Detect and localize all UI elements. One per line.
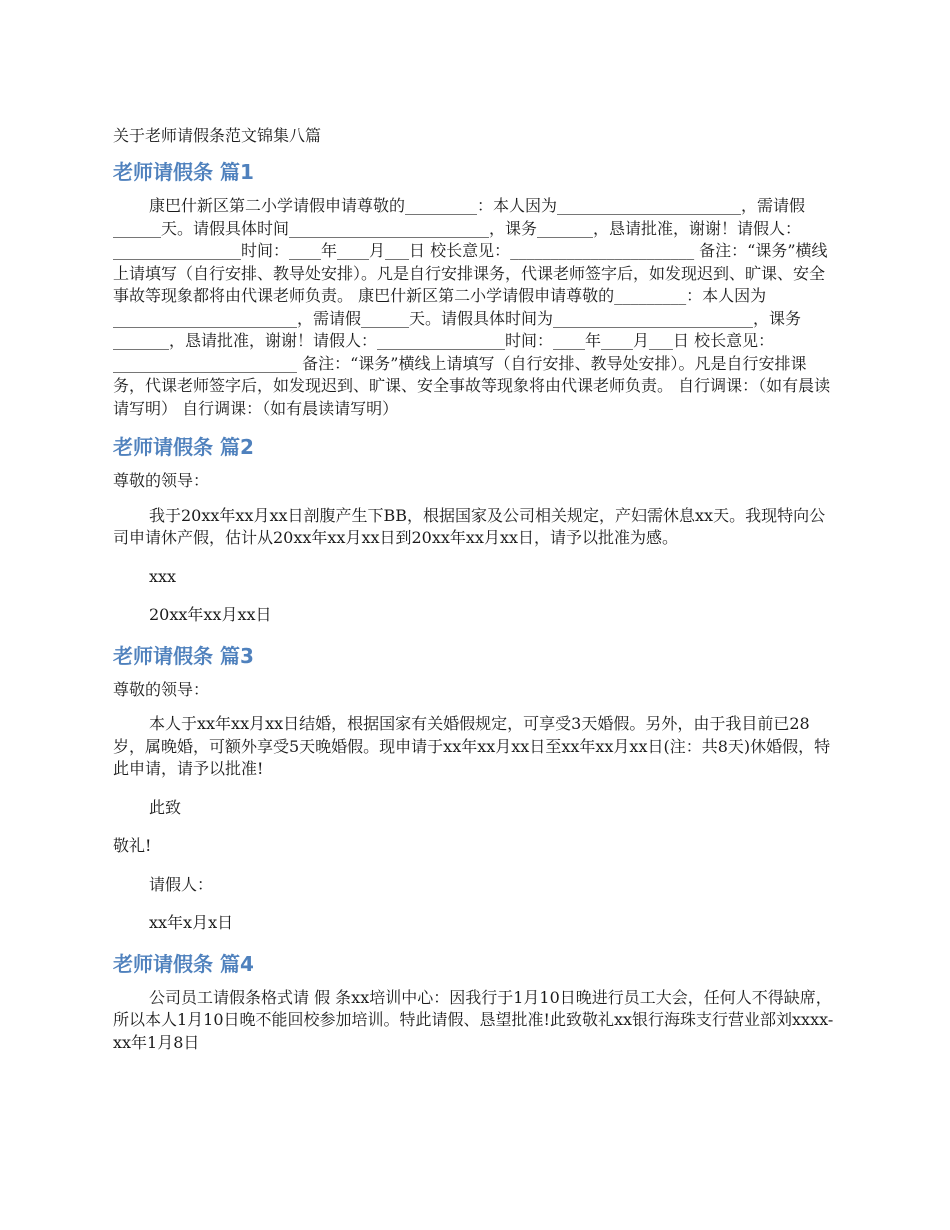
section-4-body: 公司员工请假条格式请 假 条xx培训中心：因我行于1月10日晚进行员工大会，任何人不得缺席，所以本人1月10日晚不能回校参加培训。特此请假、恳望批准!此致敬礼xx银行海珠支行营业部刘xxxx-xx年1月8日 — [113, 987, 834, 1052]
section-3-closing-1: 此致 — [149, 797, 182, 817]
section-3-greeting: 尊敬的领导： — [113, 679, 210, 699]
section-heading-3: 老师请假条 篇3 — [113, 643, 254, 668]
section-2-date: 20xx年xx月xx日 — [149, 605, 272, 624]
section-2-body: 我于20xx年xx月xx日剖腹产生下BB，根据国家及公司相关规定，产妇需休息xx天。我现特向公司申请休产假，估计从20xx年xx月xx日到20xx年xx月xx日，请予以批准为感。 — [113, 505, 826, 547]
section-3-signer: 请假人： — [149, 874, 214, 894]
section-2-greeting: 尊敬的领导： — [113, 471, 210, 490]
section-3-date: xx年x月x日 — [149, 913, 234, 932]
section-3-body: 本人于xx年xx月xx日结婚，根据国家有关婚假规定，可享受3天婚假。另外，由于我目前已28岁，属晚婚，可额外享受5天晚婚假。现申请于xx年xx月xx日至xx年xx月xx日(注：共8天)休婚假，特此申请，请予以批准! — [113, 714, 831, 778]
document-title: 关于老师请假条范文锦集八篇 — [113, 126, 322, 145]
section-heading-1: 老师请假条 篇1 — [113, 160, 254, 184]
section-1-body: 康巴什新区第二小学请假申请尊敬的_________：本人因为_______________________，需请假______天。请假具体时间_________________________，课务_______，恳请批准，谢谢！请假人：________________时间：____年____月___日 校长意见：_______________________ 备注：“课务”横线上请填写（自行安排、教导处安排）。凡是自行安排课务，代课老师签字后，如发现迟到、旷课、安全事故等现象都将由代课老师负责。 康巴什新区第二小学请假申请尊敬的_________：本人因为_______________________，需请假______天。请假具体时间为_________________________，课务_______，恳请批准，谢谢！请假人：________________时间：____年____月___日 校长意见：_______________________ 备注：“课务”横线上请填写（自行安排、教导处安排）。凡是自行安排课务，代课老师签字后，如发现迟到、旷课、安全事故等现象将由代课老师负责。 自行调课：（如有晨读请写明） 自行调课：（如有晨读请写明） — [113, 196, 831, 418]
section-heading-4: 老师请假条 篇4 — [113, 951, 254, 976]
section-heading-2: 老师请假条 篇2 — [113, 435, 254, 459]
section-3-closing-2: 敬礼! — [113, 836, 152, 855]
section-2-signer: xxx — [149, 566, 177, 586]
